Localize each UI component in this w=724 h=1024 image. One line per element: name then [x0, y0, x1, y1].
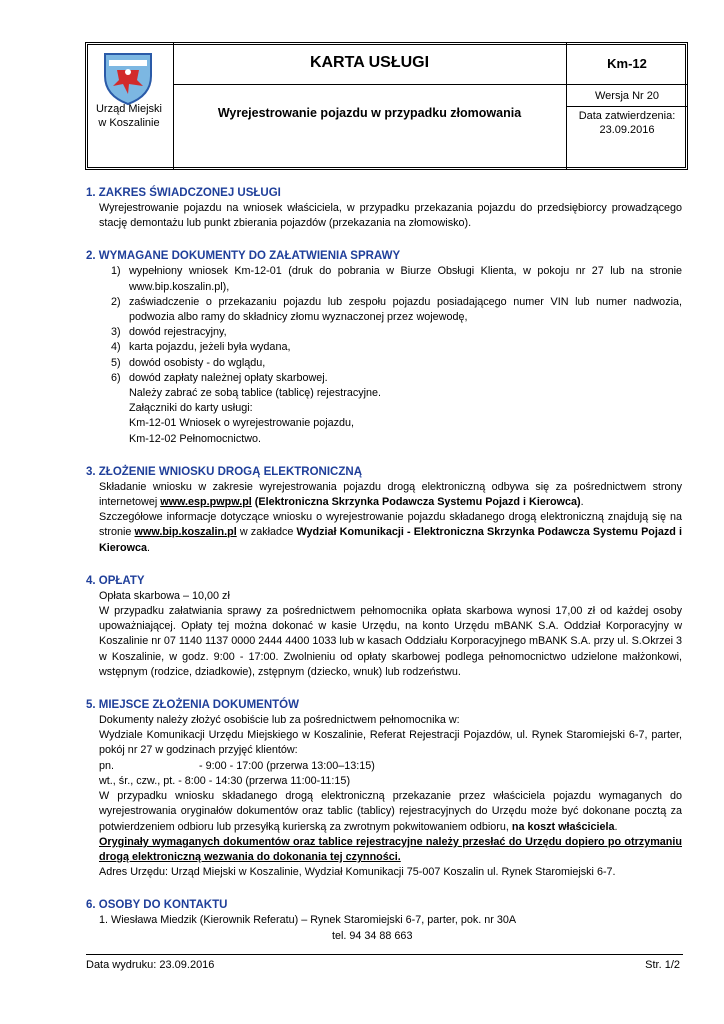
approval-date: Data zatwierdzenia: 23.09.2016 — [578, 110, 676, 136]
header-divider — [566, 106, 688, 107]
version-label: Wersja Nr 20 — [595, 90, 659, 102]
section-text: Wydziale Komunikacji Urzędu Miejskiego w Koszalinie, Referat Rejestracji Pojazdów, ul. Rynek Staromiejski 6-7, parter, pokój nr 27 w godzinach przyjęć klientów: — [99, 729, 682, 757]
office-hours: pn. - 9:00 - 17:00 (przerwa 13:00–13:15) — [99, 759, 375, 772]
service-subtitle: Wyrejestrowanie pojazdu w przypadku złomowania — [217, 106, 522, 120]
office-name: Urząd Miejski w Koszalinie — [95, 103, 162, 129]
section-text: Szczegółowe informacje dotyczące wniosku o wyrejestrowanie pojazdu składanego drogą elektroniczną znajdują się na stronie www.bip.koszalin.pl w zakładce Wydział Komunikacji - Elektroniczna Skrzynka Podawcza Systemu Pojazd i Kierowca. — [99, 511, 682, 554]
attachment-item: Km-12-01 Wniosek o wyrejestrowanie pojazdu, — [129, 417, 355, 430]
list-item: 5) dowód osobisty - do wglądu, — [111, 356, 266, 369]
section-title: 6. OSOBY DO KONTAKTU — [86, 899, 228, 912]
list-item: 1) wypełniony wniosek Km-12-01 (druk do pobrania w Biurze Obsługi Klienta, w pokoju nr 27 lub na stronie www.bip.koszalin.pl), — [111, 265, 682, 293]
section-text: Składanie wniosku w zakresie wyrejestrowania pojazdu drogą elektroniczną odbywa się za pośrednictwem strony internetowej www.esp.pwpw.pl (Elektroniczna Skrzynka Podawcza Systemu Pojazd i Kierowca). — [99, 480, 682, 509]
section-title: 5. MIEJSCE ZŁOŻENIA DOKUMENTÓW — [86, 699, 299, 712]
contact-person: 1. Wiesława Miedzik (Kierownik Referatu) – Rynek Staromiejski 6-7, parter, pok. nr 30A — [99, 914, 517, 927]
section-text: Wyrejestrowanie pojazdu na wniosek właściciela, w przypadku przekazania pojazdu do przedsiębiorcy prowadzącego stację demontażu lub punkt zbierania pojazdów (przekazania na złomowisko). — [99, 202, 682, 230]
contact-phone: tel. 94 34 88 663 — [332, 929, 413, 942]
section-title: 4. OPŁATY — [86, 574, 145, 587]
documents-list — [86, 264, 682, 386]
header-divider — [173, 84, 688, 85]
section-text: W przypadku załatwiania sprawy za pośrednictwem pełnomocnika opłata skarbowa wynosi 17,00 zł od każdej osoby upoważniającej. Opłaty tej można dokonać w kasie Urzędu, na konto Urzędu mBANK S.A. Oddział Korporacyjny w Koszalinie nr 07 1140 1137 0000 2444 4400 1033 lub w kasach Oddziału Korporacyjnego mBANK S.A. przy ul. S.Okrzei 3 w Koszalinie, w godz. 9:00 - 17:00. Zwolnieniu od opłaty skarbowej podlega pełnomocnictwo udzielone małżonkowi, wstępnym (rodzice, dziadkowie), zstępnym (dziecko, wnuk) lub rodzeństwu. — [99, 605, 682, 678]
city-crest-icon — [99, 50, 157, 106]
section-submission-place — [86, 698, 682, 880]
list-item: 6) dowód zapłaty należnej opłaty skarbowej. — [111, 371, 328, 384]
section-title: 3. ZŁOŻENIE WNIOSKU DROGĄ ELEKTRONICZNĄ — [86, 465, 362, 478]
section-electronic-submission — [86, 465, 682, 556]
section-contact — [86, 898, 682, 943]
footer-divider — [86, 954, 683, 955]
document-body — [86, 186, 682, 962]
header-box — [85, 42, 688, 170]
attachments-label: Załączniki do karty usługi: — [129, 402, 253, 415]
section-title: 2. WYMAGANE DOKUMENTY DO ZAŁATWIENIA SPRAWY — [86, 250, 401, 263]
attachment-item: Km-12-02 Pełnomocnictwo. — [129, 432, 262, 445]
fee-amount: Opłata skarbowa – 10,00 zł — [99, 589, 230, 602]
section-text: W przypadku wniosku składanego drogą elektroniczną przekazanie przez właściciela pojazdu wymaganych do wyrejestrowania oryginałów dokumentów oraz tablic (tablicy) rejestracyjnych do Urzędu może być dokonane pocztą za potwierdzeniem odbioru lub przesyłką kurierską za zwrotnym pokwitowaniem odbioru, na koszt właściciela. — [99, 790, 682, 833]
important-note: Oryginały wymaganych dokumentów oraz tablice rejestracyjne należy przesłać do Urzędu dopiero po otrzymaniu drogą elektroniczną wezwania do dokonania tej czynności. — [99, 835, 682, 863]
list-item: 3) dowód rejestracyjny, — [111, 326, 227, 339]
esp-link[interactable]: www.esp.pwpw.pl — [160, 496, 252, 509]
print-date: Data wydruku: 23.09.2016 — [86, 959, 215, 971]
list-item: 4) karta pojazdu, jeżeli była wydana, — [111, 341, 291, 354]
list-item: 2) zaświadczenie o przekazaniu pojazdu lub zespołu pojazdu posiadającego numer VIN lub numer nadwozia, podwozia albo ramy do składnicy złomu wyznaczonej przez wojewodę, — [111, 295, 682, 324]
plates-note: Należy zabrać ze sobą tablice (tablicę) rejestracyjne. — [129, 387, 382, 400]
section-required-documents — [86, 249, 682, 446]
bip-link[interactable]: www.bip.koszalin.pl — [134, 526, 237, 539]
section-title: 1. ZAKRES ŚWIADCZONEJ USŁUGI — [86, 187, 281, 199]
section-text: Dokumenty należy złożyć osobiście lub za pośrednictwem pełnomocnika w: — [99, 714, 460, 727]
section-scope — [86, 186, 682, 231]
office-address: Adres Urzędu: Urząd Miejski w Koszalinie, Wydział Komunikacji 75-007 Koszalin ul. Rynek Staromiejski 6-7. — [99, 866, 616, 879]
section-fees — [86, 574, 682, 680]
page-title: KARTA USŁUGI — [309, 54, 430, 71]
service-code: Km-12 — [607, 56, 647, 71]
page-number: Str. 1/2 — [645, 959, 680, 971]
office-hours: wt., śr., czw., pt. - 8:00 - 14:30 (przerwa 11:00-11:15) — [99, 774, 351, 787]
